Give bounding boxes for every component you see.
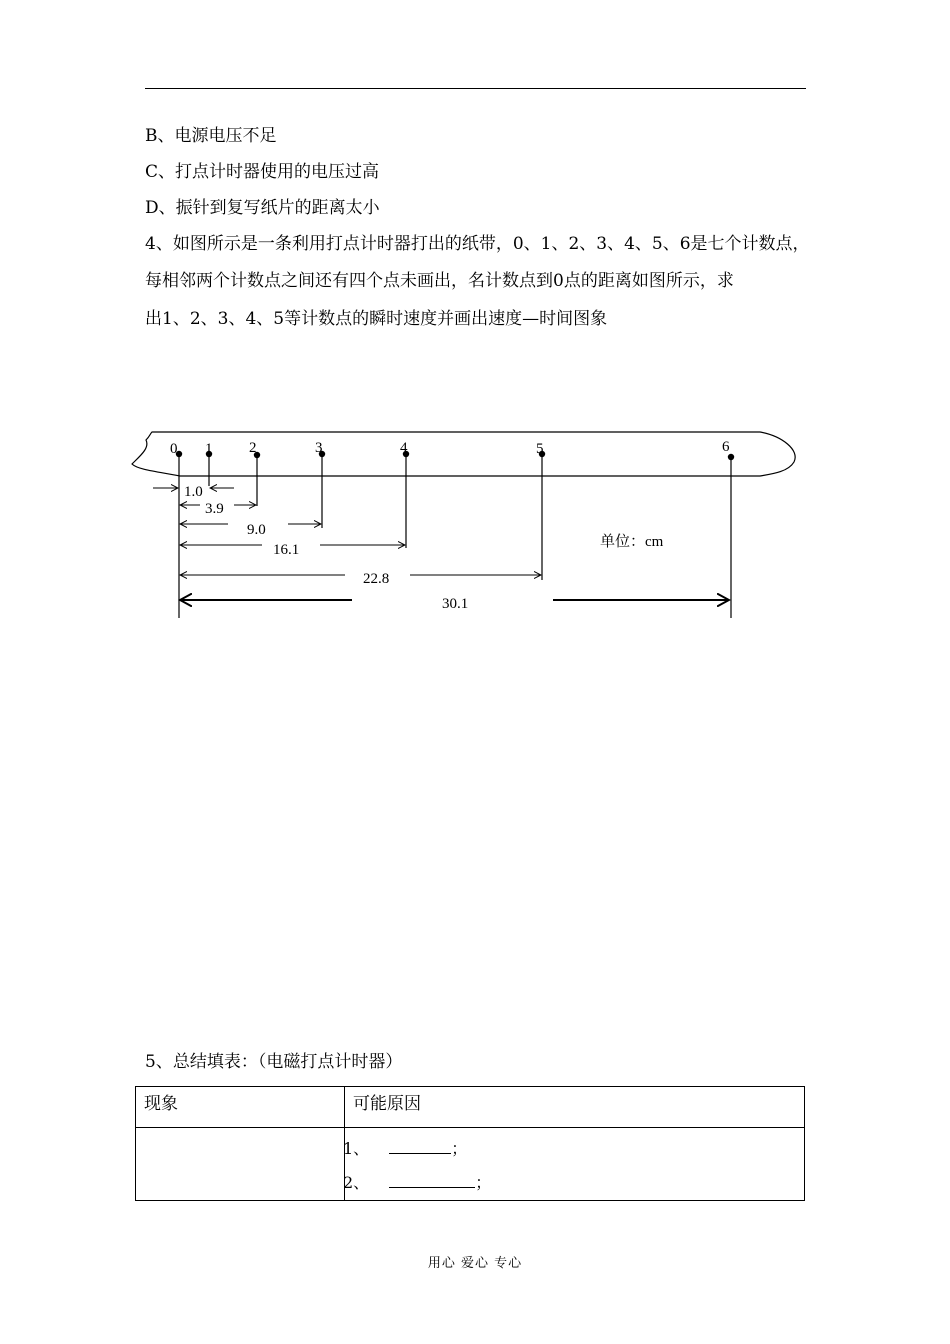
footer: 用心 爱心 专心 (427, 1256, 523, 1271)
point-label: 6 (722, 439, 730, 455)
reason-line (343, 1132, 804, 1166)
paper-tape (132, 432, 795, 476)
distance-label: 22.8 (363, 571, 390, 587)
point-label: 3 (315, 440, 323, 456)
distance-label: 16.1 (273, 542, 300, 558)
reason-end: ； (475, 1173, 492, 1192)
table-header-row (136, 1087, 805, 1128)
point-label: 0 (170, 441, 178, 457)
question4-line-2: 每相邻两个计数点之间还有四个点未画出，名计数点到0点的距离如图所示，求 (145, 271, 734, 291)
reason-number: 2、 (343, 1173, 370, 1192)
question5-title: 5、总结填表：（电磁打点计时器） (145, 1052, 403, 1072)
answer-blank[interactable] (389, 1171, 475, 1188)
point-label: 2 (249, 440, 257, 456)
counting-points (176, 451, 734, 460)
option-b: B、电源电压不足 (145, 126, 277, 146)
distance-label: 3.9 (205, 501, 224, 517)
question4-line-1: 4、如图所示是一条利用打点计时器打出的纸带，0、1、2、3、4、5、6是七个计数点， (145, 234, 810, 254)
header-phenomenon: 现象 (136, 1087, 345, 1128)
answer-blank[interactable] (389, 1137, 451, 1154)
distance-label: 30.1 (442, 596, 469, 612)
causes-cell (345, 1128, 805, 1201)
distance-label: 1.0 (184, 484, 203, 500)
point-labels (170, 439, 730, 457)
option-c: C、打点计时器使用的电压过高 (145, 162, 380, 182)
phenomenon-cell[interactable] (136, 1128, 345, 1201)
summary-table (135, 1086, 805, 1201)
reason-number: 1、 (343, 1139, 370, 1158)
distance-label: 9.0 (247, 522, 266, 538)
point-label: 5 (536, 441, 544, 457)
point-label: 4 (400, 440, 408, 456)
point-label: 1 (205, 441, 213, 457)
tape-figure (0, 0, 950, 640)
unit-label: 单位：cm (600, 534, 664, 550)
table-row (136, 1128, 805, 1201)
question4-line-3: 出1、2、3、4、5等计数点的瞬时速度并画出速度—时间图象 (145, 309, 608, 329)
option-d: D、振针到复写纸片的距离太小 (145, 198, 380, 218)
reason-line (343, 1166, 804, 1200)
header-cause: 可能原因 (345, 1087, 805, 1128)
reason-end: ； (451, 1139, 468, 1158)
